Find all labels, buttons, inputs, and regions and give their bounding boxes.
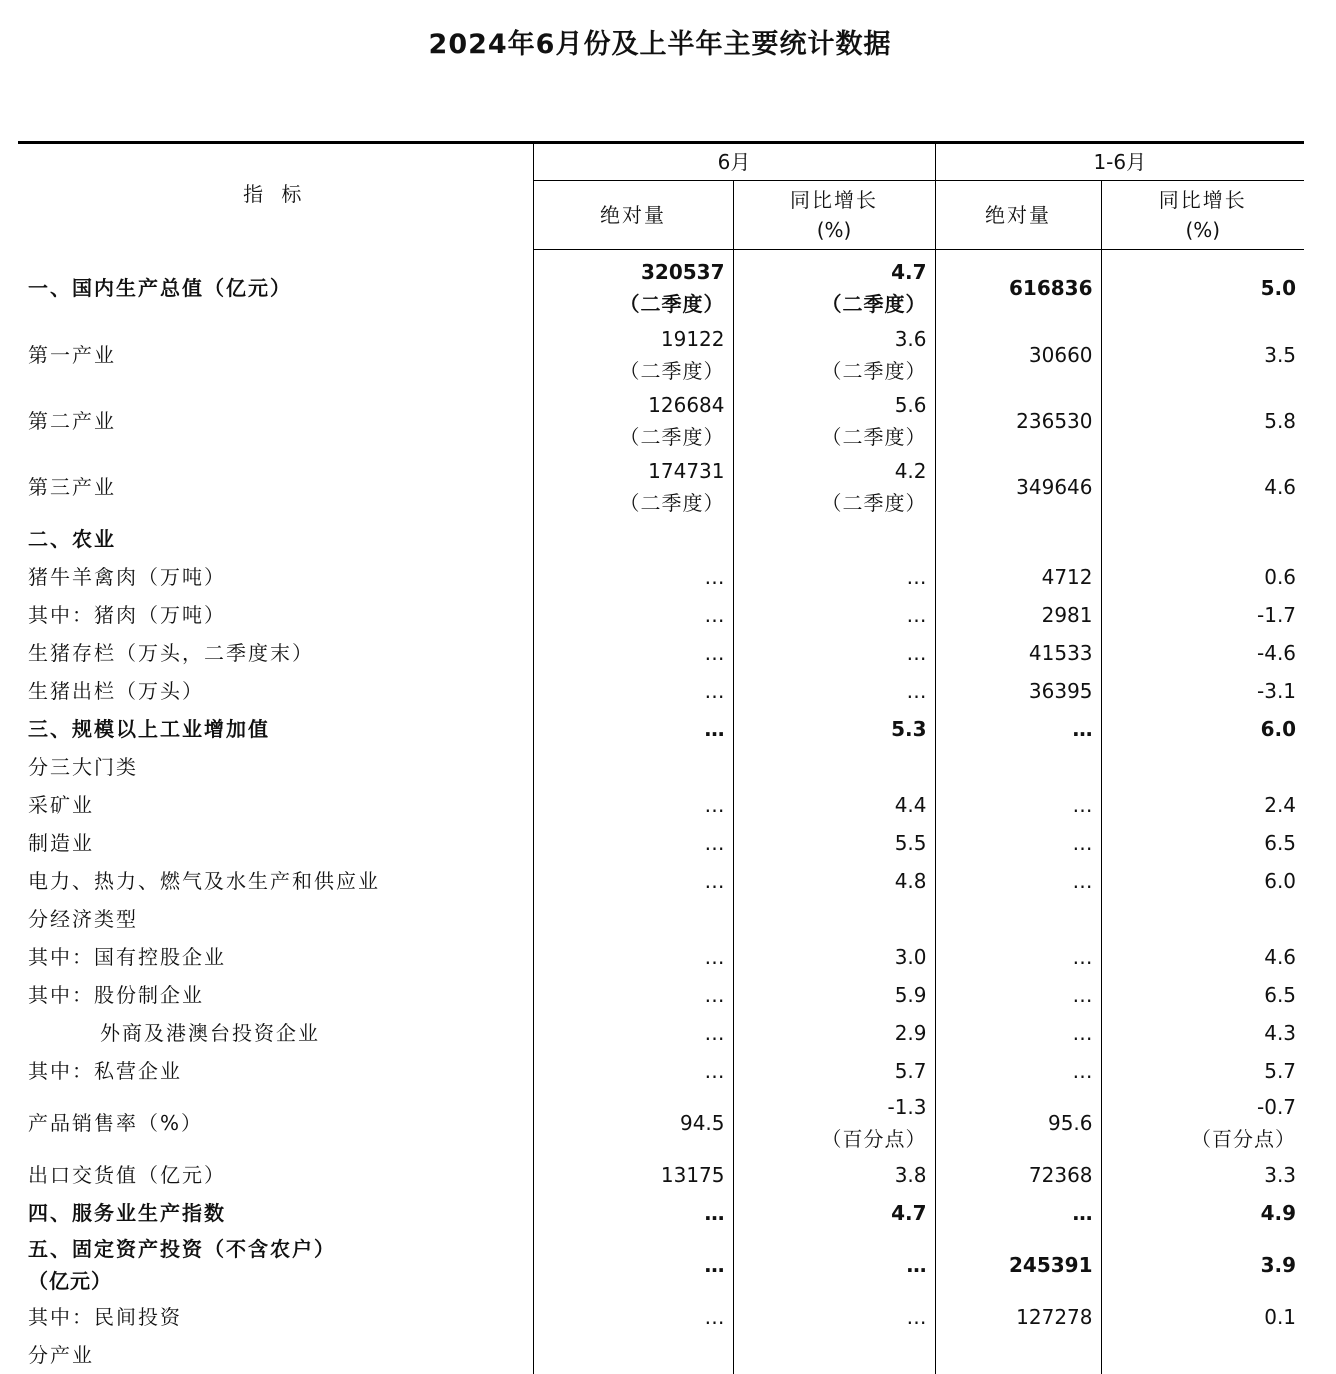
table-row [18, 388, 1304, 454]
month-yoy-cell [733, 1194, 935, 1232]
header-ytd-absolute: 绝对量 [935, 181, 1101, 250]
month-absolute-cell-value: … [704, 869, 725, 893]
table-row [18, 520, 1304, 558]
row-label [18, 748, 533, 786]
ytd-absolute-cell [935, 862, 1101, 900]
header-indicator: 指 标 [18, 143, 533, 250]
ytd-absolute-cell-value: … [1072, 945, 1093, 969]
month-absolute-cell [533, 938, 733, 976]
row-label-value: 分经济类型 [28, 907, 138, 931]
row-label-value: 分三大门类 [28, 755, 138, 779]
month-yoy-cell [733, 634, 935, 672]
ytd-yoy-cell [1101, 596, 1304, 634]
month-yoy-cell [733, 862, 935, 900]
ytd-absolute-cell [935, 454, 1101, 520]
ytd-absolute-cell-value: 245391 [1009, 1253, 1093, 1277]
ytd-absolute-cell-value: 2981 [1041, 603, 1093, 627]
ytd-absolute-cell-value: … [1072, 1201, 1093, 1225]
row-label-note: （亿元） [28, 1269, 112, 1293]
ytd-absolute-cell [935, 634, 1101, 672]
month-yoy-cell-value: 3.6 [894, 327, 927, 351]
row-label-value: 其中：私营企业 [28, 1059, 182, 1083]
ytd-yoy-cell [1101, 824, 1304, 862]
month-absolute-cell [533, 786, 733, 824]
month-yoy-cell [733, 388, 935, 454]
ytd-yoy-cell-value: 4.6 [1264, 475, 1297, 499]
ytd-yoy-cell [1101, 634, 1304, 672]
month-yoy-cell [733, 1298, 935, 1336]
ytd-absolute-cell [935, 824, 1101, 862]
row-label-value: 产品销售率（%） [28, 1111, 204, 1135]
row-label [18, 900, 533, 938]
ytd-yoy-cell [1101, 1156, 1304, 1194]
ytd-absolute-cell [935, 786, 1101, 824]
row-label-value: 二、农业 [28, 527, 116, 551]
month-absolute-cell-value: 174731 [648, 459, 725, 483]
table-row [18, 1052, 1304, 1090]
ytd-absolute-cell [935, 1336, 1101, 1374]
row-label-value: 制造业 [28, 831, 94, 855]
month-absolute-cell-value: … [704, 717, 725, 741]
month-absolute-cell [533, 388, 733, 454]
ytd-absolute-cell-value: 127278 [1016, 1305, 1093, 1329]
ytd-yoy-cell-value: 0.6 [1264, 565, 1297, 589]
row-label-value: 采矿业 [28, 793, 94, 817]
month-yoy-cell-value: … [906, 1253, 927, 1277]
month-absolute-cell [533, 862, 733, 900]
month-absolute-cell [533, 1298, 733, 1336]
ytd-absolute-cell [935, 388, 1101, 454]
month-absolute-cell-note: （二季度） [619, 359, 725, 383]
month-yoy-cell-value: … [906, 565, 927, 589]
ytd-absolute-cell [935, 1298, 1101, 1336]
month-absolute-cell-value: 19122 [660, 327, 725, 351]
month-absolute-cell [533, 520, 733, 558]
ytd-absolute-cell [935, 1014, 1101, 1052]
ytd-yoy-cell [1101, 672, 1304, 710]
ytd-absolute-cell [935, 596, 1101, 634]
ytd-absolute-cell [935, 520, 1101, 558]
ytd-absolute-cell-value: 95.6 [1047, 1111, 1093, 1135]
month-yoy-cell [733, 748, 935, 786]
ytd-yoy-cell-value: 6.5 [1264, 983, 1297, 1007]
month-yoy-cell-value: 4.8 [894, 869, 927, 893]
row-label-value: 一、国内生产总值（亿元） [28, 275, 292, 300]
table-row [18, 454, 1304, 520]
month-absolute-cell [533, 1156, 733, 1194]
ytd-absolute-cell-value: 349646 [1016, 475, 1093, 499]
row-label-value: 生猪出栏（万头） [28, 679, 204, 703]
header-yoy-unit: (%) [1185, 218, 1221, 242]
ytd-absolute-cell [935, 748, 1101, 786]
ytd-yoy-cell [1101, 520, 1304, 558]
ytd-yoy-cell [1101, 322, 1304, 388]
ytd-absolute-cell [935, 1156, 1101, 1194]
month-absolute-cell [533, 748, 733, 786]
row-label-value: 其中：民间投资 [28, 1305, 182, 1329]
header-yoy-label: 同比增长 [790, 188, 878, 212]
month-yoy-cell-value: 5.7 [894, 1059, 927, 1083]
ytd-yoy-cell [1101, 1090, 1304, 1156]
ytd-yoy-cell-value: 3.5 [1264, 343, 1297, 367]
month-absolute-cell [533, 558, 733, 596]
month-yoy-cell [733, 322, 935, 388]
ytd-yoy-cell [1101, 1298, 1304, 1336]
month-yoy-cell [733, 1232, 935, 1298]
ytd-yoy-cell-value: 6.0 [1260, 717, 1297, 741]
header-ytd-yoy [1101, 181, 1304, 250]
month-absolute-cell [533, 1194, 733, 1232]
row-label [18, 596, 533, 634]
month-yoy-cell [733, 558, 935, 596]
ytd-absolute-cell [935, 1052, 1101, 1090]
month-absolute-cell-note: （二季度） [619, 292, 725, 316]
ytd-absolute-cell-value: 41533 [1028, 641, 1093, 665]
ytd-absolute-cell [935, 322, 1101, 388]
ytd-yoy-cell [1101, 388, 1304, 454]
ytd-yoy-cell-value: 3.3 [1264, 1163, 1297, 1187]
row-label [18, 1156, 533, 1194]
row-label-value: 三、规模以上工业增加值 [28, 717, 270, 741]
ytd-absolute-cell [935, 672, 1101, 710]
ytd-absolute-cell-value: 236530 [1016, 409, 1093, 433]
table-row [18, 596, 1304, 634]
month-yoy-cell [733, 1014, 935, 1052]
table-row [18, 1336, 1304, 1374]
ytd-yoy-cell [1101, 250, 1304, 323]
ytd-absolute-cell [935, 558, 1101, 596]
ytd-yoy-cell-value: -1.7 [1257, 603, 1297, 627]
month-yoy-cell-value: 5.3 [891, 717, 927, 741]
ytd-yoy-cell-value: 5.0 [1260, 276, 1297, 300]
row-label [18, 862, 533, 900]
ytd-yoy-cell-value: 6.0 [1264, 869, 1297, 893]
month-absolute-cell-note: （二季度） [619, 425, 725, 449]
table-row [18, 824, 1304, 862]
row-label-value: 其中：猪肉（万吨） [28, 603, 226, 627]
month-yoy-cell-note: （二季度） [821, 425, 927, 449]
month-yoy-cell [733, 824, 935, 862]
month-absolute-cell [533, 250, 733, 323]
month-absolute-cell [533, 1090, 733, 1156]
row-label [18, 786, 533, 824]
table-row [18, 710, 1304, 748]
row-label-value: 其中：国有控股企业 [28, 945, 226, 969]
month-yoy-cell [733, 250, 935, 323]
row-label [18, 520, 533, 558]
ytd-absolute-cell-value: 616836 [1009, 276, 1093, 300]
month-absolute-cell-value: … [704, 1305, 725, 1329]
month-yoy-cell-value: 4.7 [891, 260, 927, 284]
table-row [18, 1090, 1304, 1156]
month-absolute-cell-note: （二季度） [619, 491, 725, 515]
ytd-absolute-cell-value: … [1072, 717, 1093, 741]
month-absolute-cell-value: … [704, 603, 725, 627]
month-yoy-cell [733, 1336, 935, 1374]
month-absolute-cell-value: … [704, 831, 725, 855]
ytd-yoy-cell-value: 3.9 [1260, 1253, 1297, 1277]
table-row [18, 938, 1304, 976]
month-yoy-cell [733, 786, 935, 824]
row-label-value: 猪牛羊禽肉（万吨） [28, 565, 226, 589]
month-absolute-cell-value: … [704, 1059, 725, 1083]
ytd-absolute-cell-value: … [1072, 983, 1093, 1007]
table-row [18, 1014, 1304, 1052]
row-label-value: 电力、热力、燃气及水生产和供应业 [28, 869, 380, 893]
month-yoy-cell [733, 710, 935, 748]
month-absolute-cell-value: … [704, 565, 725, 589]
row-label-value: 分产业 [28, 1343, 94, 1367]
month-yoy-cell-value: 4.7 [891, 1201, 927, 1225]
ytd-absolute-cell-value: 72368 [1028, 1163, 1093, 1187]
ytd-yoy-cell [1101, 1194, 1304, 1232]
month-yoy-cell [733, 520, 935, 558]
ytd-absolute-cell [935, 938, 1101, 976]
row-label [18, 1232, 533, 1298]
ytd-yoy-cell [1101, 786, 1304, 824]
table-row [18, 672, 1304, 710]
ytd-absolute-cell-value: … [1072, 831, 1093, 855]
row-label-value: 四、服务业生产指数 [28, 1201, 226, 1225]
table-row [18, 862, 1304, 900]
ytd-absolute-cell-value: 30660 [1028, 343, 1093, 367]
row-label [18, 558, 533, 596]
ytd-yoy-cell-value: 2.4 [1264, 793, 1297, 817]
month-yoy-cell-value: … [906, 641, 927, 665]
month-yoy-cell-note: （二季度） [821, 292, 927, 316]
stats-table [18, 141, 1304, 1374]
month-yoy-cell [733, 900, 935, 938]
ytd-yoy-cell [1101, 900, 1304, 938]
month-yoy-cell [733, 596, 935, 634]
month-yoy-cell-value: 4.2 [894, 459, 927, 483]
month-yoy-cell-value: … [906, 603, 927, 627]
table-row [18, 1232, 1304, 1298]
month-absolute-cell [533, 1052, 733, 1090]
month-yoy-cell-value: 5.9 [894, 983, 927, 1007]
ytd-yoy-cell [1101, 454, 1304, 520]
table-row [18, 900, 1304, 938]
row-label-value: 第三产业 [28, 475, 116, 499]
row-label [18, 1194, 533, 1232]
row-label-value: 第二产业 [28, 409, 116, 433]
month-yoy-cell [733, 1052, 935, 1090]
ytd-absolute-cell-value: … [1072, 869, 1093, 893]
row-label [18, 634, 533, 672]
month-yoy-cell [733, 938, 935, 976]
month-yoy-cell-value: -1.3 [887, 1095, 927, 1119]
header-month-absolute: 绝对量 [533, 181, 733, 250]
month-absolute-cell-value: … [704, 641, 725, 665]
ytd-yoy-cell-value: 4.6 [1264, 945, 1297, 969]
month-yoy-cell-value: 5.6 [894, 393, 927, 417]
ytd-absolute-cell-value: … [1072, 1021, 1093, 1045]
table-row [18, 976, 1304, 1014]
month-yoy-cell [733, 1090, 935, 1156]
ytd-absolute-cell-value: … [1072, 1059, 1093, 1083]
month-absolute-cell-value: 13175 [660, 1163, 725, 1187]
ytd-yoy-cell [1101, 938, 1304, 976]
month-absolute-cell-value: … [704, 1253, 725, 1277]
ytd-absolute-cell-value: … [1072, 793, 1093, 817]
ytd-yoy-cell [1101, 1014, 1304, 1052]
ytd-yoy-cell-value: -4.6 [1257, 641, 1297, 665]
month-yoy-cell [733, 454, 935, 520]
ytd-yoy-cell [1101, 976, 1304, 1014]
header-group-ytd: 1-6月 [935, 143, 1304, 181]
row-label-value: 其中：股份制企业 [28, 983, 204, 1007]
month-yoy-cell-value: 2.9 [894, 1021, 927, 1045]
ytd-yoy-cell [1101, 710, 1304, 748]
ytd-yoy-cell-value: 4.3 [1264, 1021, 1297, 1045]
month-yoy-cell-note: （二季度） [821, 491, 927, 515]
row-label [18, 710, 533, 748]
header-yoy-label: 同比增长 [1158, 188, 1247, 212]
header-month-yoy [733, 181, 935, 250]
month-absolute-cell-value: … [704, 1201, 725, 1225]
table-row [18, 786, 1304, 824]
row-label-value: 生猪存栏（万头，二季度末） [28, 641, 314, 665]
page-title: 2024年6月份及上半年主要统计数据 [428, 29, 892, 60]
month-yoy-cell-note: （二季度） [821, 359, 927, 383]
ytd-yoy-cell-value: 5.8 [1264, 409, 1297, 433]
row-label [18, 250, 533, 323]
row-label-value: 第一产业 [28, 343, 116, 367]
row-label [18, 824, 533, 862]
ytd-yoy-cell [1101, 558, 1304, 596]
month-yoy-cell-value: 5.5 [894, 831, 927, 855]
month-absolute-cell [533, 710, 733, 748]
ytd-absolute-cell-value: 4712 [1041, 565, 1093, 589]
header-yoy-unit: (%) [816, 218, 852, 242]
ytd-absolute-cell [935, 900, 1101, 938]
row-label [18, 1090, 533, 1156]
month-absolute-cell [533, 1336, 733, 1374]
month-absolute-cell-value: … [704, 793, 725, 817]
row-label [18, 1336, 533, 1374]
month-yoy-cell-value: 3.0 [894, 945, 927, 969]
ytd-yoy-cell-value: -0.7 [1257, 1095, 1297, 1119]
month-yoy-cell-value: 3.8 [894, 1163, 927, 1187]
month-absolute-cell [533, 672, 733, 710]
ytd-yoy-cell [1101, 748, 1304, 786]
row-label [18, 454, 533, 520]
table-row [18, 558, 1304, 596]
ytd-yoy-cell-value: 0.1 [1264, 1305, 1297, 1329]
ytd-yoy-cell [1101, 1336, 1304, 1374]
row-label [18, 672, 533, 710]
table-row [18, 250, 1304, 323]
month-absolute-cell-value: 320537 [641, 260, 725, 284]
ytd-absolute-cell [935, 976, 1101, 1014]
row-label-value: 出口交货值（亿元） [28, 1163, 226, 1187]
ytd-absolute-cell [935, 1194, 1101, 1232]
ytd-yoy-cell [1101, 1052, 1304, 1090]
ytd-absolute-cell [935, 710, 1101, 748]
table-row [18, 1194, 1304, 1232]
ytd-yoy-cell-note: （百分点） [1191, 1127, 1297, 1151]
row-label-value: 五、固定资产投资（不含农户） [28, 1237, 336, 1261]
month-yoy-cell-value: … [906, 679, 927, 703]
month-absolute-cell-value: … [704, 983, 725, 1007]
month-yoy-cell [733, 1156, 935, 1194]
month-absolute-cell [533, 900, 733, 938]
row-label [18, 976, 533, 1014]
month-yoy-cell-value: 4.4 [894, 793, 927, 817]
month-absolute-cell [533, 1232, 733, 1298]
month-absolute-cell [533, 824, 733, 862]
month-absolute-cell [533, 1014, 733, 1052]
month-absolute-cell [533, 322, 733, 388]
ytd-yoy-cell [1101, 1232, 1304, 1298]
month-yoy-cell-note: （百分点） [821, 1127, 927, 1151]
table-row [18, 634, 1304, 672]
month-absolute-cell-value: … [704, 1021, 725, 1045]
month-yoy-cell [733, 976, 935, 1014]
row-label [18, 322, 533, 388]
row-label [18, 938, 533, 976]
ytd-absolute-cell [935, 250, 1101, 323]
month-absolute-cell-value: 126684 [648, 393, 725, 417]
month-yoy-cell-value: … [906, 1305, 927, 1329]
ytd-yoy-cell-value: 4.9 [1260, 1201, 1297, 1225]
ytd-yoy-cell-value: 5.7 [1264, 1059, 1297, 1083]
ytd-yoy-cell-value: 6.5 [1264, 831, 1297, 855]
table-row [18, 748, 1304, 786]
ytd-absolute-cell [935, 1232, 1101, 1298]
ytd-absolute-cell [935, 1090, 1101, 1156]
ytd-yoy-cell-value: -3.1 [1257, 679, 1297, 703]
month-absolute-cell-value: 94.5 [679, 1111, 725, 1135]
row-label-value: 外商及港澳台投资企业 [100, 1021, 320, 1045]
month-absolute-cell [533, 454, 733, 520]
month-absolute-cell [533, 596, 733, 634]
row-label [18, 1298, 533, 1336]
month-absolute-cell-value: … [704, 679, 725, 703]
row-label [18, 1052, 533, 1090]
month-absolute-cell [533, 634, 733, 672]
month-absolute-cell-value: … [704, 945, 725, 969]
ytd-yoy-cell [1101, 862, 1304, 900]
month-absolute-cell [533, 976, 733, 1014]
table-row [18, 1156, 1304, 1194]
row-label [18, 1014, 533, 1052]
header-group-month: 6月 [533, 143, 935, 181]
ytd-absolute-cell-value: 36395 [1028, 679, 1093, 703]
row-label [18, 388, 533, 454]
table-row [18, 322, 1304, 388]
month-yoy-cell [733, 672, 935, 710]
table-row [18, 1298, 1304, 1336]
